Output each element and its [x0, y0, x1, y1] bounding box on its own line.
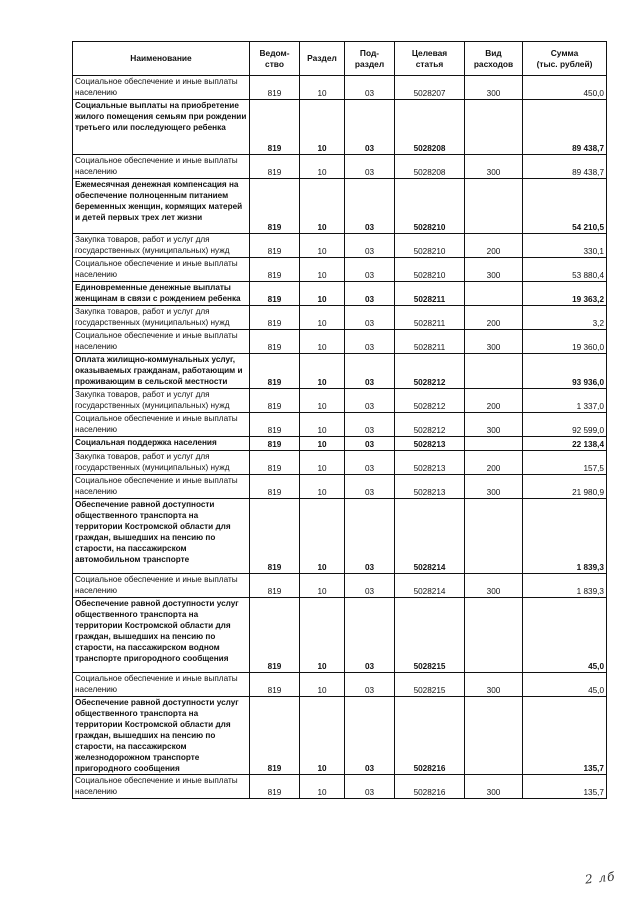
row-subsection: 03 [345, 413, 395, 437]
row-section: 10 [300, 475, 345, 499]
row-sum: 135,7 [523, 775, 607, 799]
row-type: 200 [465, 306, 523, 330]
row-name: Ежемесячная денежная компенсация на обеспечение полноценным питанием беременных женщин, кормящих матерей и детей первых трех лет жизни [73, 179, 250, 234]
table-row [73, 100, 607, 155]
row-sum: 1 839,3 [523, 499, 607, 574]
row-type: 300 [465, 330, 523, 354]
row-section: 10 [300, 697, 345, 775]
row-subsection: 03 [345, 155, 395, 179]
row-target: 5028213 [395, 451, 465, 475]
row-section: 10 [300, 354, 345, 389]
row-section: 10 [300, 413, 345, 437]
row-target: 5028215 [395, 598, 465, 673]
row-subsection: 03 [345, 775, 395, 799]
table-row [73, 234, 607, 258]
row-sum: 1 839,3 [523, 574, 607, 598]
row-dept: 819 [250, 389, 300, 413]
row-name: Закупка товаров, работ и услуг для государственных (муниципальных) нужд [73, 451, 250, 475]
row-subsection: 03 [345, 673, 395, 697]
row-name: Социальное обеспечение и иные выплаты населению [73, 574, 250, 598]
row-sum: 1 337,0 [523, 389, 607, 413]
row-type [465, 697, 523, 775]
table-row [73, 76, 607, 100]
row-dept: 819 [250, 100, 300, 155]
row-dept: 819 [250, 413, 300, 437]
row-target: 5028215 [395, 673, 465, 697]
row-target: 5028210 [395, 179, 465, 234]
row-target: 5028212 [395, 389, 465, 413]
row-section: 10 [300, 330, 345, 354]
row-name: Социальное обеспечение и иные выплаты населению [73, 258, 250, 282]
row-section: 10 [300, 574, 345, 598]
row-target: 5028213 [395, 437, 465, 451]
header-sum: Сумма (тыс. рублей) [523, 42, 607, 76]
table-row [73, 437, 607, 451]
row-name: Социальное обеспечение и иные выплаты населению [73, 413, 250, 437]
row-name: Социальное обеспечение и иные выплаты населению [73, 330, 250, 354]
row-name: Социальные выплаты на приобретение жилого помещения семьям при рождении третьего или последующего ребенка [73, 100, 250, 155]
row-type [465, 100, 523, 155]
row-section: 10 [300, 499, 345, 574]
row-subsection: 03 [345, 179, 395, 234]
row-subsection: 03 [345, 234, 395, 258]
row-type: 300 [465, 413, 523, 437]
header-subsection: Под- раздел [345, 42, 395, 76]
row-type: 200 [465, 389, 523, 413]
row-dept: 819 [250, 673, 300, 697]
row-name: Закупка товаров, работ и услуг для государственных (муниципальных) нужд [73, 306, 250, 330]
row-name: Оплата жилищно-коммунальных услуг, оказываемых гражданам, работающим и проживающим в сельской местности [73, 354, 250, 389]
row-section: 10 [300, 179, 345, 234]
row-subsection: 03 [345, 499, 395, 574]
row-name: Обеспечение равной доступности услуг общественного транспорта на территории Костромской области для граждан, вышедших на пенсию по старости, на пассажирском водном транспорте пригородного сообщения [73, 598, 250, 673]
row-target: 5028210 [395, 258, 465, 282]
row-sum: 53 880,4 [523, 258, 607, 282]
row-name: Единовременные денежные выплаты женщинам в связи с рождением ребенка [73, 282, 250, 306]
row-sum: 330,1 [523, 234, 607, 258]
table-row [73, 673, 607, 697]
row-section: 10 [300, 673, 345, 697]
row-section: 10 [300, 258, 345, 282]
table-row [73, 330, 607, 354]
row-subsection: 03 [345, 697, 395, 775]
row-type [465, 354, 523, 389]
row-dept: 819 [250, 76, 300, 100]
row-name: Обеспечение равной доступности общественного транспорта на территории Костромской области для граждан, вышедших на пенсию по старости, на пассажирском автомобильном транспорте [73, 499, 250, 574]
row-section: 10 [300, 155, 345, 179]
row-dept: 819 [250, 697, 300, 775]
row-subsection: 03 [345, 282, 395, 306]
row-target: 5028214 [395, 499, 465, 574]
row-name: Обеспечение равной доступности услуг общественного транспорта на территории Костромской области для граждан, вышедших на пенсию по старости, на пассажирском железнодорожном транспорте пригородного сообщения [73, 697, 250, 775]
row-target: 5028212 [395, 413, 465, 437]
row-type: 300 [465, 475, 523, 499]
header-type: Вид расходов [465, 42, 523, 76]
row-dept: 819 [250, 574, 300, 598]
table-row [73, 354, 607, 389]
table-row [73, 775, 607, 799]
row-section: 10 [300, 437, 345, 451]
row-name: Социальное обеспечение и иные выплаты населению [73, 775, 250, 799]
row-sum: 135,7 [523, 697, 607, 775]
row-section: 10 [300, 451, 345, 475]
table-row [73, 179, 607, 234]
row-subsection: 03 [345, 76, 395, 100]
row-section: 10 [300, 76, 345, 100]
row-type: 300 [465, 76, 523, 100]
row-dept: 819 [250, 179, 300, 234]
row-section: 10 [300, 234, 345, 258]
row-sum: 45,0 [523, 598, 607, 673]
table-row [73, 155, 607, 179]
row-subsection: 03 [345, 100, 395, 155]
table-row [73, 389, 607, 413]
row-sum: 54 210,5 [523, 179, 607, 234]
row-target: 5028214 [395, 574, 465, 598]
row-name: Социальное обеспечение и иные выплаты населению [73, 155, 250, 179]
row-section: 10 [300, 598, 345, 673]
row-dept: 819 [250, 598, 300, 673]
row-dept: 819 [250, 775, 300, 799]
table-row [73, 413, 607, 437]
row-target: 5028211 [395, 330, 465, 354]
row-dept: 819 [250, 155, 300, 179]
table-row [73, 574, 607, 598]
row-dept: 819 [250, 499, 300, 574]
table-row [73, 499, 607, 574]
row-type: 300 [465, 673, 523, 697]
table-row [73, 598, 607, 673]
table-header-row [73, 42, 607, 76]
row-sum: 450,0 [523, 76, 607, 100]
row-target: 5028211 [395, 306, 465, 330]
row-dept: 819 [250, 234, 300, 258]
row-section: 10 [300, 389, 345, 413]
row-sum: 92 599,0 [523, 413, 607, 437]
row-name: Социальная поддержка населения [73, 437, 250, 451]
row-subsection: 03 [345, 389, 395, 413]
row-type [465, 499, 523, 574]
row-section: 10 [300, 306, 345, 330]
row-target: 5028208 [395, 100, 465, 155]
row-target: 5028210 [395, 234, 465, 258]
row-section: 10 [300, 282, 345, 306]
row-type: 300 [465, 775, 523, 799]
row-section: 10 [300, 100, 345, 155]
row-dept: 819 [250, 258, 300, 282]
row-sum: 89 438,7 [523, 155, 607, 179]
row-dept: 819 [250, 330, 300, 354]
row-subsection: 03 [345, 451, 395, 475]
row-type [465, 282, 523, 306]
row-subsection: 03 [345, 475, 395, 499]
row-subsection: 03 [345, 258, 395, 282]
page-mark: 2 лб [584, 869, 617, 887]
row-type [465, 179, 523, 234]
row-dept: 819 [250, 354, 300, 389]
row-sum: 93 936,0 [523, 354, 607, 389]
row-target: 5028216 [395, 775, 465, 799]
row-name: Закупка товаров, работ и услуг для государственных (муниципальных) нужд [73, 389, 250, 413]
budget-table [72, 41, 607, 799]
row-sum: 89 438,7 [523, 100, 607, 155]
header-section: Раздел [300, 42, 345, 76]
row-target: 5028216 [395, 697, 465, 775]
row-type [465, 598, 523, 673]
table-row [73, 258, 607, 282]
table-body [73, 76, 607, 799]
row-sum: 22 138,4 [523, 437, 607, 451]
row-target: 5028213 [395, 475, 465, 499]
row-dept: 819 [250, 306, 300, 330]
row-dept: 819 [250, 282, 300, 306]
row-sum: 19 363,2 [523, 282, 607, 306]
row-target: 5028207 [395, 76, 465, 100]
row-subsection: 03 [345, 437, 395, 451]
row-subsection: 03 [345, 354, 395, 389]
row-subsection: 03 [345, 306, 395, 330]
table-row [73, 282, 607, 306]
row-type: 300 [465, 258, 523, 282]
row-name: Социальное обеспечение и иные выплаты населению [73, 673, 250, 697]
row-dept: 819 [250, 437, 300, 451]
row-dept: 819 [250, 475, 300, 499]
row-section: 10 [300, 775, 345, 799]
row-dept: 819 [250, 451, 300, 475]
row-type: 200 [465, 451, 523, 475]
row-type [465, 437, 523, 451]
row-sum: 157,5 [523, 451, 607, 475]
table-row [73, 475, 607, 499]
header-name: Наименование [73, 42, 250, 76]
row-name: Социальное обеспечение и иные выплаты населению [73, 475, 250, 499]
row-name: Закупка товаров, работ и услуг для государственных (муниципальных) нужд [73, 234, 250, 258]
header-target: Целевая статья [395, 42, 465, 76]
row-subsection: 03 [345, 574, 395, 598]
row-type: 200 [465, 234, 523, 258]
row-name: Социальное обеспечение и иные выплаты населению [73, 76, 250, 100]
row-sum: 3,2 [523, 306, 607, 330]
table-row [73, 697, 607, 775]
row-sum: 19 360,0 [523, 330, 607, 354]
table-row [73, 306, 607, 330]
row-target: 5028208 [395, 155, 465, 179]
row-subsection: 03 [345, 598, 395, 673]
row-target: 5028211 [395, 282, 465, 306]
row-target: 5028212 [395, 354, 465, 389]
table-row [73, 451, 607, 475]
row-sum: 45,0 [523, 673, 607, 697]
row-type: 300 [465, 155, 523, 179]
row-type: 300 [465, 574, 523, 598]
header-dept: Ведом- ство [250, 42, 300, 76]
row-sum: 21 980,9 [523, 475, 607, 499]
row-subsection: 03 [345, 330, 395, 354]
